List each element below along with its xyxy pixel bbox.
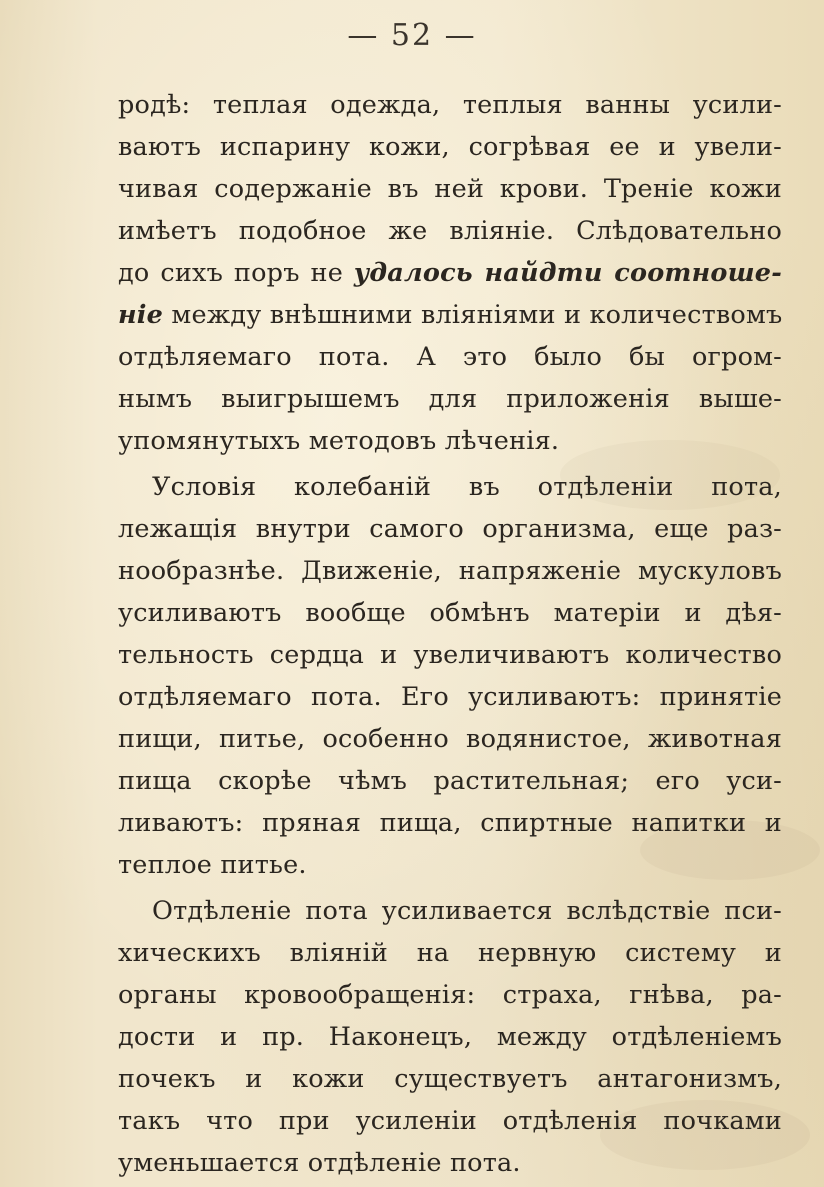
text-line: усиливаютъ вообще обмѣнъ матеріи и дѣя-	[118, 598, 782, 628]
body-text	[118, 84, 782, 1184]
text-line: такъ что при усиленіи отдѣленія почками	[118, 1106, 782, 1136]
text-line: тельность сердца и увеличиваютъ количество	[118, 640, 782, 670]
text-line: органы кровообращенія: страха, гнѣва, ра-	[118, 980, 782, 1010]
text-line: имѣетъ подобное же вліяніе. Слѣдовательно	[118, 216, 782, 246]
page-number: — 52 —	[347, 18, 477, 53]
text-line: отдѣляемаго пота. А это было бы огром-	[118, 342, 782, 372]
text-line: Условія колебаній въ отдѣленіи пота,	[152, 472, 782, 502]
text-line: нообразнѣе. Движеніе, напряженіе мускуловъ	[118, 556, 782, 586]
text-line: Отдѣленіе пота усиливается вслѣдствіе пси-	[152, 896, 782, 926]
text-line: отдѣляемаго пота. Его усиливаютъ: принятіе	[118, 682, 782, 712]
text-line: упомянутыхъ методовъ лѣченія.	[118, 426, 560, 456]
text-line: ніе между внѣшними вліяніями и количествомъ	[118, 300, 783, 330]
text-line: ливаютъ: пряная пища, спиртные напитки и	[118, 808, 782, 838]
text-line: пищи, питье, особенно водянистое, животная	[118, 724, 782, 754]
text-line: родѣ: теплая одежда, теплыя ванны усили-	[118, 90, 782, 120]
text-line: дости и пр. Наконецъ, между отдѣленіемъ	[118, 1022, 782, 1052]
text-line: хическихъ вліяній на нервную систему и	[118, 938, 782, 968]
text-line: нымъ выигрышемъ для приложенія выше-	[118, 384, 782, 414]
text-line: ваютъ испарину кожи, согрѣвая ее и увели-	[118, 132, 782, 162]
text-line: пища скорѣе чѣмъ растительная; его уси-	[118, 766, 782, 796]
text-line: теплое питье.	[118, 850, 307, 880]
text-line: чивая содержаніе въ ней крови. Треніе кожи	[118, 174, 782, 204]
text-line: уменьшается отдѣленіе пота.	[118, 1148, 521, 1178]
text-line: лежащія внутри самого организма, еще раз-	[118, 514, 782, 544]
emphasis-text: удалось найдти соотноше-	[353, 258, 782, 288]
text-line: до сихъ поръ не удалось найдти соотноше-	[118, 258, 782, 288]
emphasis-text: ніе	[118, 300, 164, 330]
text-line: почекъ и кожи существуетъ антагонизмъ,	[118, 1064, 782, 1094]
